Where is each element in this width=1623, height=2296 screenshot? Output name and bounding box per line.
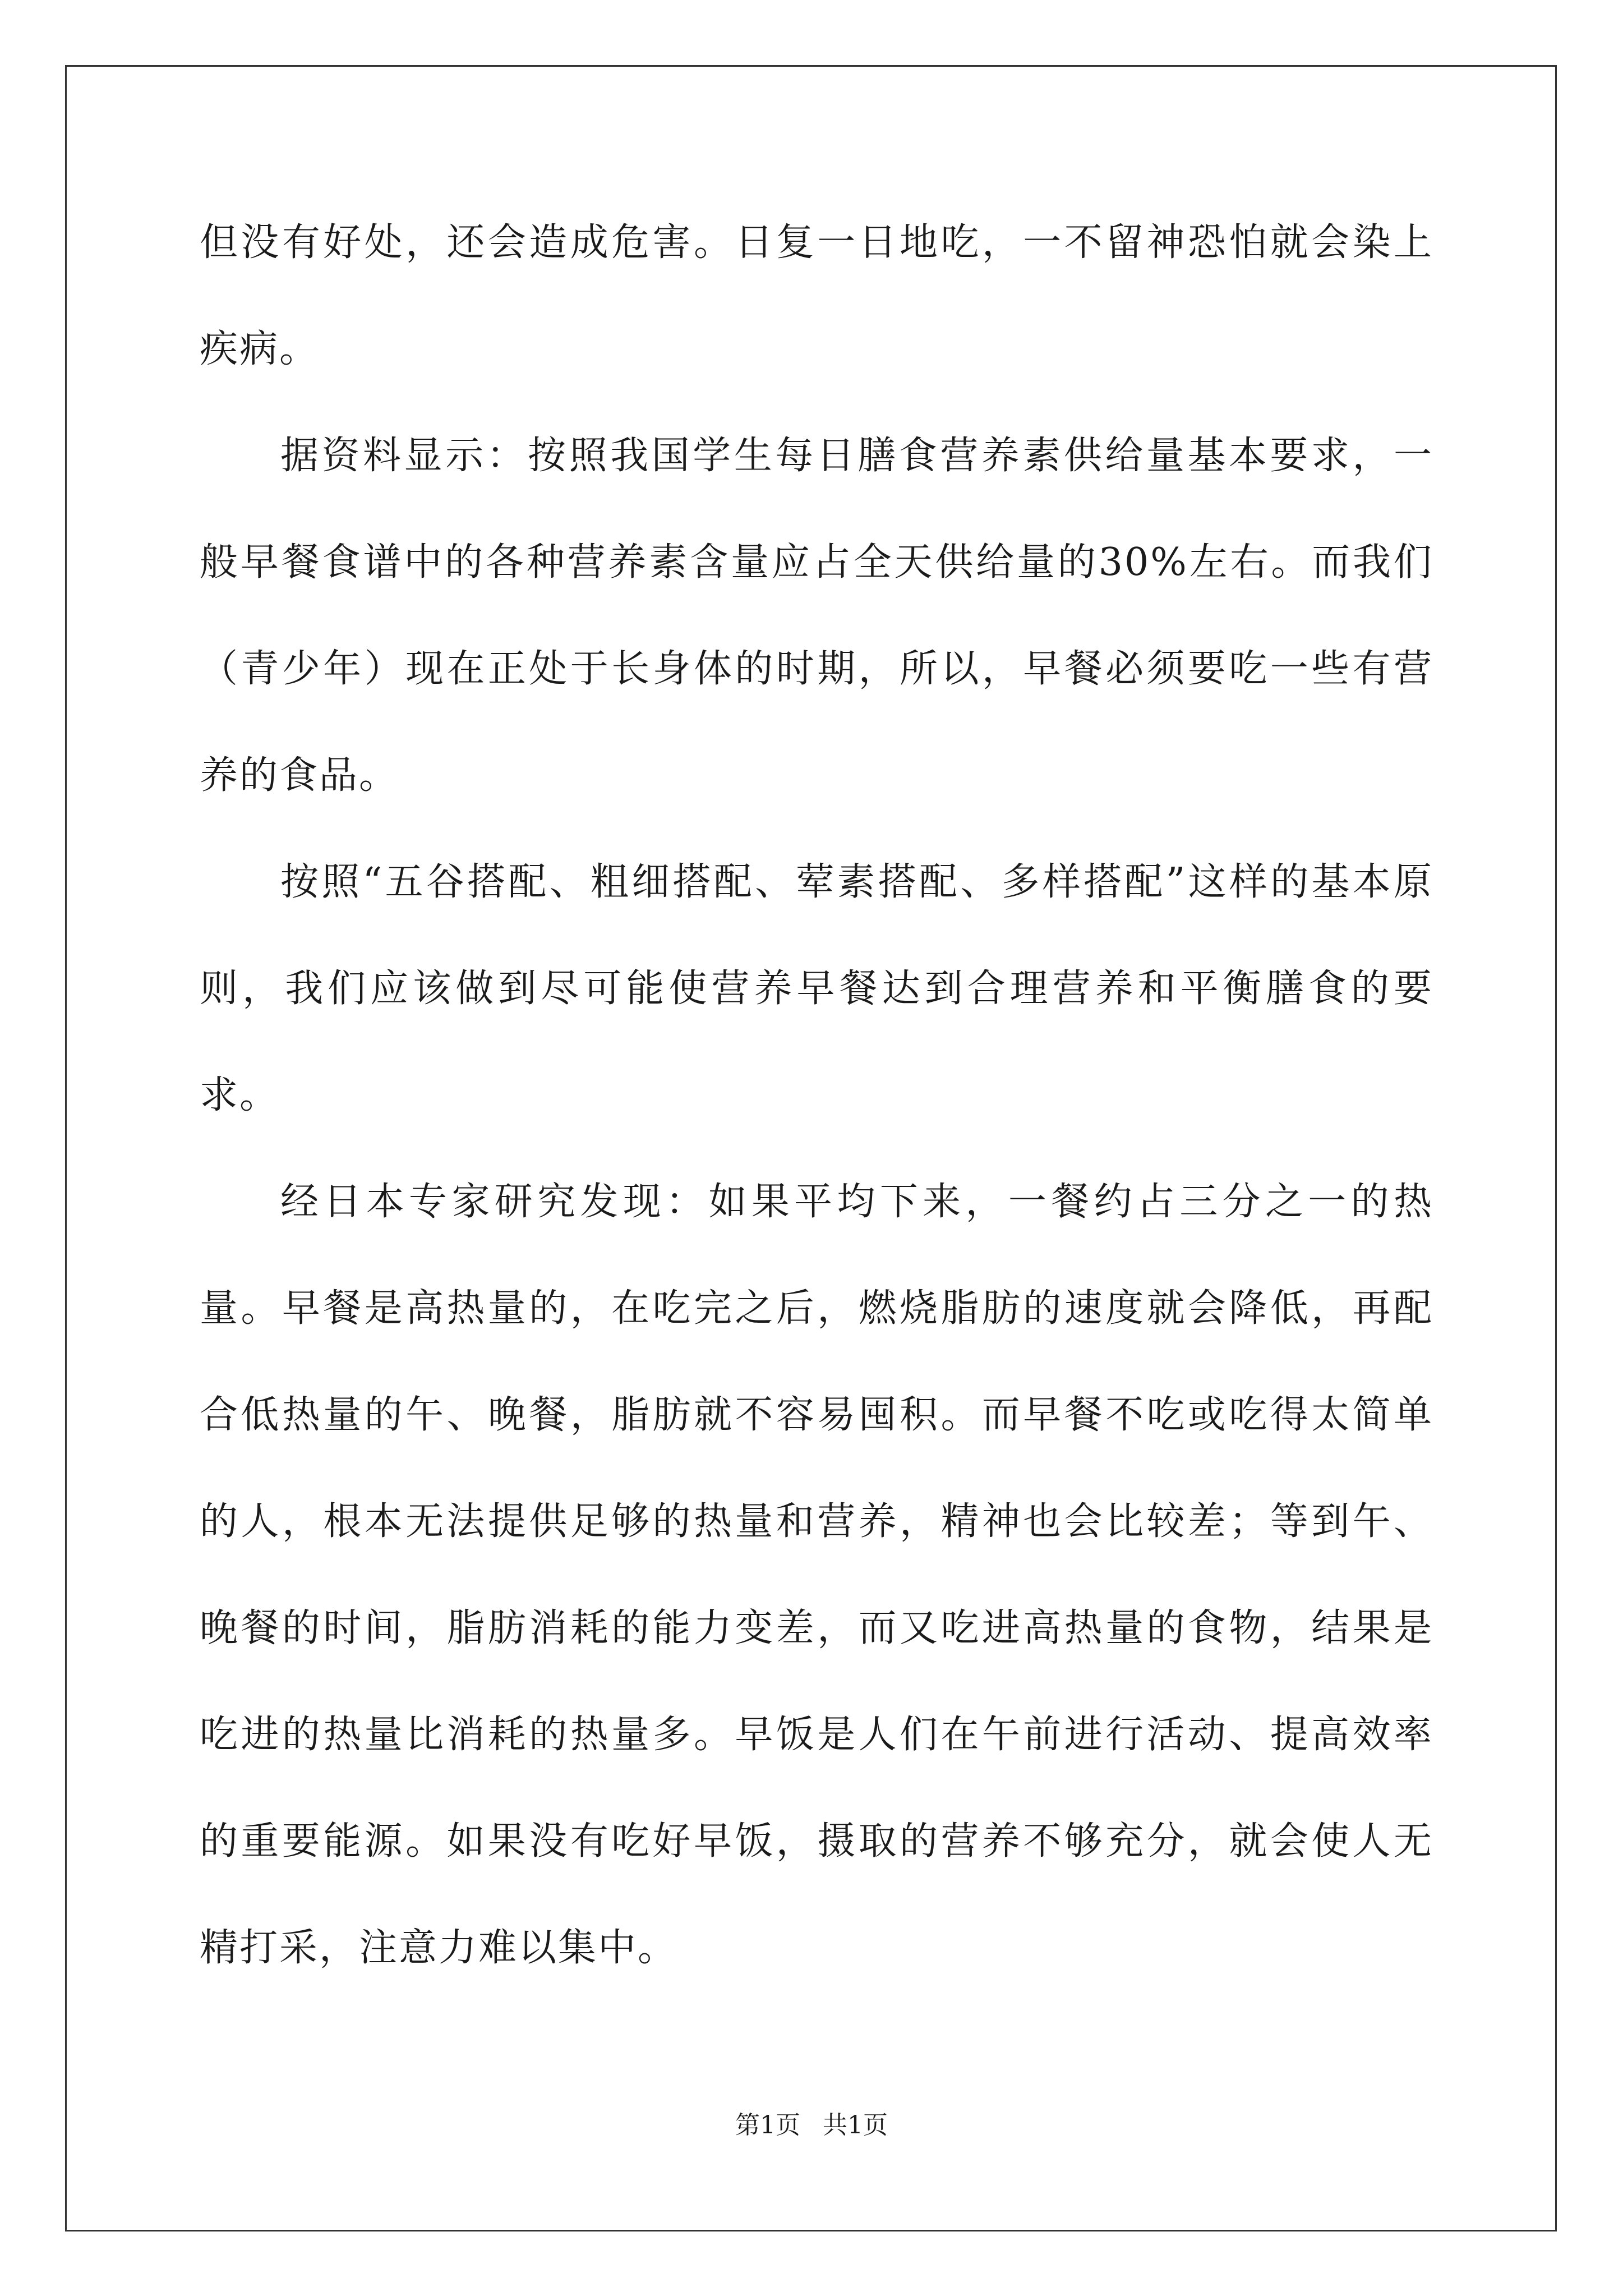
paragraph-food-principles: 按照“五谷搭配、粗细搭配、荤素搭配、多样搭配”这样的基本原则，我们应该做到尽可能使营养早餐达到合理营养和平衡膳食的要求。 — [200, 860, 1433, 1117]
page-total: 共1页 — [823, 2111, 888, 2139]
document-body — [200, 190, 1433, 2001]
page-footer — [0, 2105, 1623, 2141]
paragraph-expert-findings: 经日本专家研究发现：如果平均下来，一餐约占三分之一的热量。早餐是高热量的，在吃完之后，燃烧脂肪的速度就会降低，再配合低热量的午、晚餐，脂肪就不容易囤积。而早餐不吃或吃得太简单的人，根本无法提供足够的热量和营养，精神也会比较差；等到午、晚餐的时间，脂肪消耗的能力变差，而又吃进高热量的食物，结果是吃进的热量比消耗的热量多。早饭是人们在午前进行活动、提高效率的重要能源。如果没有吃好早饭，摄取的营养不够充分，就会使人无精打采，注意力难以集中。 — [200, 1180, 1433, 1970]
paragraph-nutrition-data: 据资料显示：按照我国学生每日膳食营养素供给量基本要求，一般早餐食谱中的各种营养素含量应占全天供给量的30%左右。而我们（青少年）现在正处于长身体的时期，所以，早餐必须要吃一些有营养的食品。 — [200, 434, 1433, 798]
paragraph-continuation: 但没有好处，还会造成危害。日复一日地吃，一不留神恐怕就会染上疾病。 — [200, 220, 1433, 371]
page-number: 第1页 — [735, 2111, 800, 2139]
